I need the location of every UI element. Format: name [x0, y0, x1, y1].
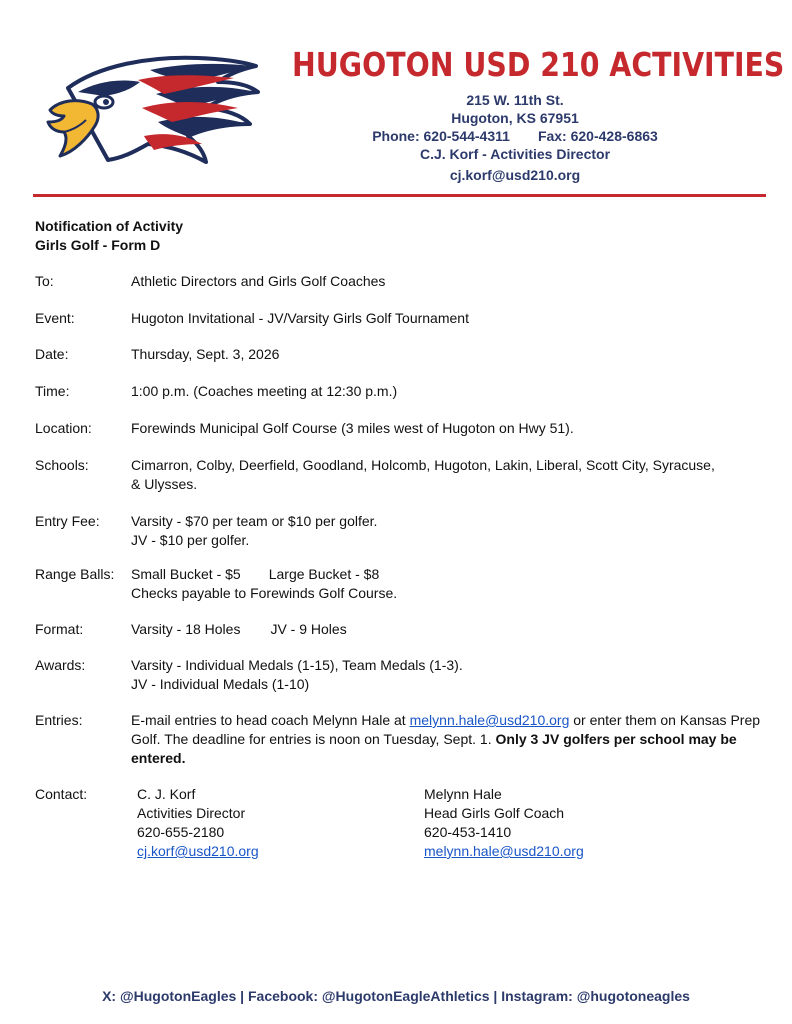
- entries-limit-note: Only 3 JV golfers per school may be entered.: [131, 731, 737, 766]
- large-bucket-price: Large Bucket - $8: [268, 566, 380, 582]
- phone-number: Phone: 620-544-4311: [372, 128, 510, 144]
- field-value: 1:00 p.m. (Coaches meeting at 12:30 p.m.): [131, 383, 398, 399]
- field-value: Thursday, Sept. 3, 2026: [131, 346, 280, 362]
- field-value: JV - $10 per golfer.: [131, 532, 250, 548]
- fax-number: Fax: 620-428-6863: [537, 128, 658, 144]
- notice-heading: [35, 217, 183, 255]
- field-value: & Ulysses.: [131, 476, 198, 492]
- address-city: Hugoton, KS 67951: [451, 110, 579, 126]
- field-label: Range Balls:: [35, 566, 115, 582]
- field-label: Awards:: [35, 657, 86, 673]
- contact-phone: 620-655-2180: [137, 824, 225, 840]
- entries-text: or enter them on Kansas Prep Golf. The deadline for entries is noon on Tuesday, Sept. 1.: [131, 712, 761, 747]
- contact-korf: [137, 785, 259, 861]
- field-label: Date:: [35, 346, 69, 362]
- format-jv: JV - 9 Holes: [270, 621, 347, 637]
- field-value: Varsity - $70 per team or $10 per golfer.: [131, 513, 378, 529]
- notice-title: Notification of Activity: [35, 218, 184, 234]
- small-bucket-price: Small Bucket - $5: [131, 566, 241, 582]
- notice-form: Girls Golf - Form D: [35, 237, 161, 253]
- field-label: Contact:: [35, 786, 88, 802]
- contact-title: Head Girls Golf Coach: [424, 805, 565, 821]
- contact-hale: [424, 785, 584, 861]
- contact-title: Activities Director: [137, 805, 246, 821]
- eagle-head-logo: [38, 48, 260, 174]
- contact-email-link[interactable]: cj.korf@usd210.org: [137, 843, 259, 859]
- field-label: Event:: [35, 310, 75, 326]
- field-value: Forewinds Municipal Golf Course (3 miles west of Hugoton on Hwy 51).: [131, 420, 574, 436]
- header-divider: [33, 194, 766, 197]
- contact-email-link[interactable]: melynn.hale@usd210.org: [424, 843, 584, 859]
- field-value: Hugoton Invitational - JV/Varsity Girls Golf Tournament: [131, 310, 469, 326]
- field-label: Schools:: [35, 457, 89, 473]
- header-email: cj.korf@usd210.org: [449, 167, 581, 183]
- contact-phone: 620-453-1410: [424, 824, 512, 840]
- format-varsity: Varsity - 18 Holes: [131, 621, 241, 637]
- address-street: 215 W. 11th St.: [466, 92, 564, 108]
- field-value: Athletic Directors and Girls Golf Coaches: [131, 273, 386, 289]
- org-title: HUGOTON USD 210 ACTIVITIES: [292, 45, 785, 84]
- field-label: Location:: [35, 420, 92, 436]
- field-value: Cimarron, Colby, Deerfield, Goodland, Holcomb, Hugoton, Lakin, Liberal, Scott City, Syracuse,: [131, 457, 715, 473]
- entries-paragraph: [131, 711, 763, 768]
- social-footer: X: @HugotonEagles | Facebook: @HugotonEagleAthletics | Instagram: @hugotoneagles: [102, 988, 690, 1004]
- field-label: Entries:: [35, 712, 83, 728]
- contact-name: C. J. Korf: [137, 786, 196, 802]
- field-label: To:: [35, 273, 54, 289]
- coach-email-link[interactable]: melynn.hale@usd210.org: [409, 712, 570, 728]
- director-line: C.J. Korf - Activities Director: [419, 146, 611, 162]
- field-value: Checks payable to Forewinds Golf Course.: [131, 585, 398, 601]
- phone-fax-line: [320, 127, 710, 145]
- field-value: JV - Individual Medals (1-10): [131, 676, 310, 692]
- entries-text: E-mail entries to head coach Melynn Hale at: [131, 712, 410, 728]
- field-label: Time:: [35, 383, 70, 399]
- field-label: Entry Fee:: [35, 513, 100, 529]
- field-label: Format:: [35, 621, 84, 637]
- field-value: Varsity - Individual Medals (1-15), Team Medals (1-3).: [131, 657, 463, 673]
- contact-name: Melynn Hale: [424, 786, 502, 802]
